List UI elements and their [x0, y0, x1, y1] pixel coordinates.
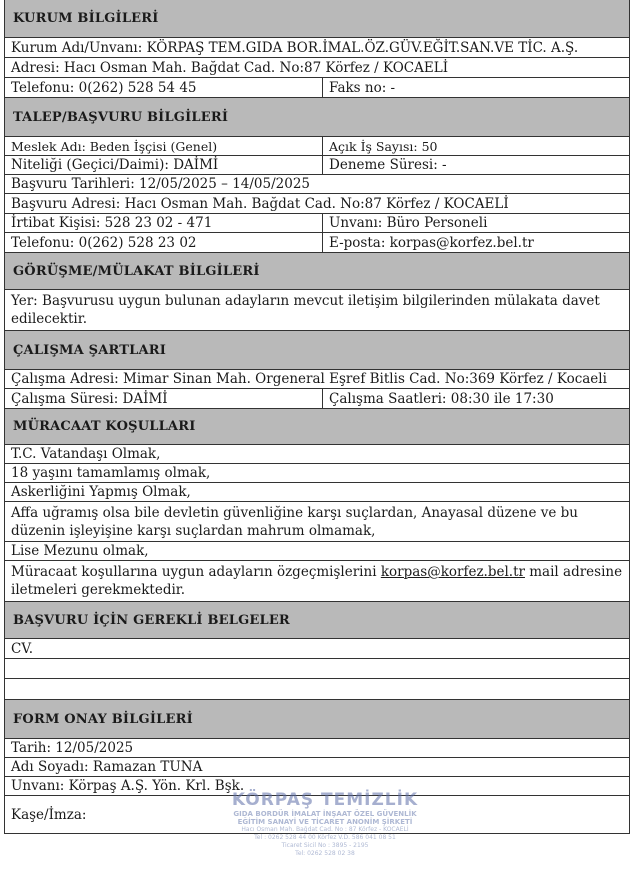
muracaat-item-row	[5, 483, 629, 502]
kurum-adres: Adresi: Hacı Osman Mah. Bağdat Cad. No:87 Körfez / KOCAELİ	[11, 59, 449, 76]
kurum-faks: Faks no: -	[329, 79, 396, 96]
onay-unvan-row	[5, 777, 629, 796]
stamp-line: Tel: 0262 528 02 38	[295, 850, 355, 857]
stamp-line: Tel : 0262 528 44 00 Körfez V.D. 586 041 08 51	[254, 834, 396, 841]
basvuru-adresi: Başvuru Adresi: Hacı Osman Mah. Bağdat Cad. No:87 Körfez / KOCAELİ	[11, 195, 509, 212]
calisma-suresi: Çalışma Süresi: DAİMİ	[5, 389, 323, 408]
muracaat-item-row	[5, 464, 629, 483]
muracaat-item-row	[5, 502, 629, 542]
deneme-suresi: Deneme Süresi: -	[329, 157, 447, 173]
section-header-onay: FORM ONAY BİLGİLERİ	[5, 699, 629, 739]
irtibat-unvani: Unvanı: Büro Personeli	[329, 215, 488, 231]
belge-empty-cell	[5, 659, 629, 678]
muracaat-item: T.C. Vatandaşı Olmak,	[11, 446, 161, 462]
muracaat-item: Askerliğini Yapmış Olmak,	[11, 484, 191, 500]
gorusme-yer: Yer: Başvurusu uygun bulunan adayların mevcut iletişim bilgilerinden mülakata davet edilecektir.	[11, 293, 600, 327]
kurum-adi-row	[5, 38, 629, 58]
talep-adres-row	[5, 194, 629, 214]
belge-empty-cell	[5, 679, 629, 699]
belge-empty-row	[5, 679, 629, 699]
talep-meslek-row	[5, 137, 629, 156]
onay-tarih-row	[5, 739, 629, 758]
muracaat-note-before: Müracaat koşullarına uygun adayların özgeçmişlerini	[11, 564, 381, 580]
muracaat-note-after: mail adresine iletmeleri gerekmektedir.	[11, 564, 623, 598]
talep-telefon-row	[5, 233, 629, 252]
belge-item-row	[5, 639, 629, 659]
talep-telefon: Telefonu: 0(262) 528 23 02	[5, 233, 323, 252]
gorusme-yer-row	[5, 290, 629, 330]
onay-kase-row	[5, 796, 629, 834]
muracaat-item: Affa uğramış olsa bile devletin güvenliğine karşı suçlardan, Anayasal düzene ve bu düzenin işleyişine karşı suçlardan mahrum olmamak,	[11, 504, 578, 539]
talep-irtibat-row	[5, 214, 629, 233]
belge-item: CV.	[11, 640, 34, 657]
calisma-saatleri: Çalışma Saatleri: 08:30 ile 17:30	[329, 390, 554, 407]
muracaat-item-row	[5, 445, 629, 464]
kurum-adi: Kurum Adı/Unvanı: KÖRPAŞ TEM.GIDA BOR.İMAL.ÖZ.GÜV.EĞİT.SAN.VE TİC. A.Ş.	[11, 39, 579, 56]
section-header-muracaat: MÜRACAAT KOŞULLARI	[5, 408, 629, 445]
section-header-talep: TALEP/BAŞVURU BİLGİLERİ	[5, 97, 629, 137]
section-header-gorusme: GÖRÜŞME/MÜLAKAT BİLGİLERİ	[5, 252, 629, 290]
muracaat-item: 18 yaşını tamamlamış olmak,	[11, 465, 211, 481]
talep-tarih-row	[5, 175, 629, 194]
muracaat-email-link[interactable]: korpas@korfez.bel.tr	[380, 564, 525, 580]
onay-adi-row	[5, 758, 629, 777]
stamp-title: KÖRPAŞ TEMİZLİK	[231, 790, 419, 810]
calisma-suresi-row	[5, 389, 629, 408]
talep-eposta: E-posta: korpas@korfez.bel.tr	[329, 234, 534, 251]
onay-adi-soyadi: Adı Soyadı: Ramazan TUNA	[11, 759, 203, 775]
kurum-telefon: Telefonu: 0(262) 528 54 45	[5, 78, 323, 97]
kurum-adres-row	[5, 58, 629, 78]
niteligi: Niteliği (Geçici/Daimi): DAİMİ	[5, 156, 323, 174]
kurum-telefon-row	[5, 78, 629, 97]
irtibat-kisisi: İrtibat Kişisi: 528 23 02 - 471	[5, 214, 323, 232]
onay-tarih: Tarih: 12/05/2025	[11, 740, 134, 756]
basvuru-tarihleri: Başvuru Tarihleri: 12/05/2025 – 14/05/2025	[11, 176, 310, 192]
stamp-line: EĞİTİM SANAYİ VE TİCARET ANONİM ŞİRKETİ	[237, 818, 413, 826]
section-header-kurum: KURUM BİLGİLERİ	[5, 0, 629, 38]
muracaat-email-note	[5, 561, 629, 601]
stamp-line: Ticaret Sicil No : 3895 - 2195	[281, 842, 369, 849]
job-posting-form	[4, 0, 630, 834]
calisma-adresi: Çalışma Adresi: Mimar Sinan Mah. Orgeneral Eşref Bitlis Cad. No:369 Körfez / Kocaeli	[11, 371, 607, 387]
section-header-calisma: ÇALIŞMA ŞARTLARI	[5, 330, 629, 370]
muracaat-item: Lise Mezunu olmak,	[11, 543, 149, 559]
onay-unvani: Unvanı: Körpaş A.Ş. Yön. Krl. Bşk.	[11, 778, 245, 794]
stamp-line: Hacı Osman Mah. Bağdat Cad. No : 87 Körfez - KOCAELİ	[241, 826, 409, 833]
stamp-line: GIDA BORDÜR İMALAT İNŞAAT ÖZEL GÜVENLİK	[233, 810, 417, 818]
section-header-belgeler: BAŞVURU İÇİN GEREKLİ BELGELER	[5, 601, 629, 639]
onay-kase-imza: Kaşe/İmza:	[11, 806, 87, 823]
meslek-adi: Meslek Adı: Beden İşçisi (Genel)	[5, 137, 323, 155]
acik-is-sayisi: Açık İş Sayısı: 50	[329, 138, 438, 154]
muracaat-item-row	[5, 542, 629, 561]
muracaat-last-row	[5, 561, 629, 601]
calisma-adres-row	[5, 370, 629, 389]
talep-nitelik-row	[5, 156, 629, 175]
belge-empty-row	[5, 659, 629, 679]
